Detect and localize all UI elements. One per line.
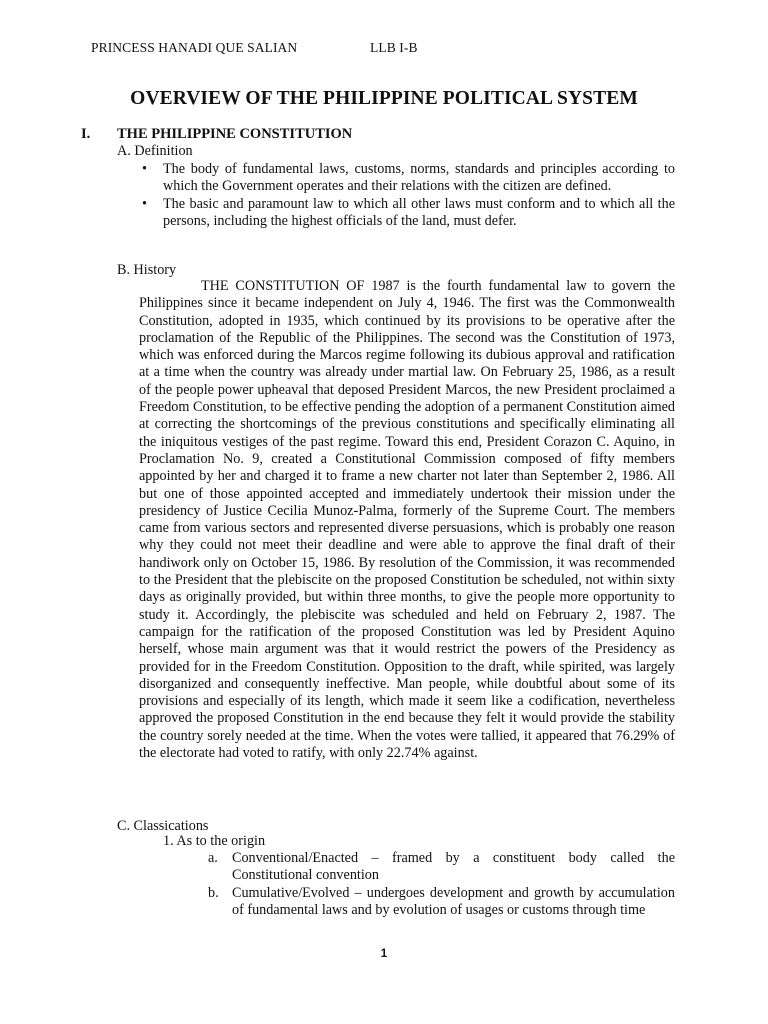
history-heading: B. History: [117, 262, 177, 278]
list-item: [208, 885, 675, 920]
section-numeral: I.: [81, 126, 91, 142]
definition-list: [139, 161, 675, 230]
definition-heading: A. Definition: [117, 143, 193, 159]
page-header: [91, 40, 418, 56]
list-item: [208, 850, 675, 885]
bullet-icon: •: [142, 195, 147, 212]
classifications-heading: C. Classications: [117, 818, 209, 834]
classification-origin: 1. As to the origin: [163, 833, 266, 849]
author-name: PRINCESS HANADI QUE SALIAN: [91, 40, 298, 55]
item-text: Cumulative/Evolved – undergoes development and growth by accumulation of fundamental laws and by evolution of usages or customs through time: [232, 884, 675, 918]
class-label: LLB I-B: [370, 40, 418, 55]
definition-text: The basic and paramount law to which all other laws must conform and to which all the persons, including the highest officials of the land, must defer.: [163, 195, 675, 229]
bullet-icon: •: [142, 161, 147, 177]
history-paragraph: THE CONSTITUTION OF 1987 is the fourth fundamental law to govern the Philippines since it became independent on July 4, 1946. The first was the Commonwealth Constitution, adopted in 1935, which continued by its provisions to be operative after the proclamation of the Republic of the Philippines. The second was the Constitution of 1973, which was enforced during the Marcos regime following its dubious approval and ratification at a time when the country was already under martial law. On February 25, 1986, as a result of the people power upheaval that deposed President Marcos, the new President proclaimed a Freedom Constitution, to be effective pending the adoption of a permanent Constitution aimed at correcting the shortcomings of the previous constitutions and specifically eliminating all the iniquitous vestiges of the past regime. Toward this end, President Corazon C. Aquino, in Proclamation No. 9, created a Constitutional Commission composed of fifty members appointed by her and charged it to frame a new charter not later than September 2, 1986. All but one of those appointed accepted and immediately undertook their mission under the presidency of Justice Cecilia Munoz-Palma, formerly of the Supreme Court. The members came from various sectors and represented diverse persuasions, which is probably one reason why they could not meet their deadline and were able to approve the final draft of their handiwork only on October 15, 1986. By resolution of the Commission, it was recommended to the President that the plebiscite on the proposed Constitution be scheduled, not within sixty days as originally provided, but within three months, to give the people more opportunity to study it. Accordingly, the plebiscite was scheduled and held on February 2, 1987. The campaign for the ratification of the proposed Constitution was led by President Aquino herself, whose main argument was that it would restrict the powers of the Presidency as provided for in the Freedom Constitution. Opposition to the draft, while spirited, was largely disorganized and consequently ineffective. Man people, while doubtful about some of its provisions and especially of its length, which made it seem like a codification, nevertheless approved the proposed Constitution in the end because they felt it would provide the stability the country sorely needed at the time. When the votes were tallied, it appeared that 76.29% of the electorate had voted to ratify, with only 22.74% against.: [139, 278, 675, 762]
list-item: [139, 196, 675, 231]
origin-list: [208, 850, 675, 919]
item-label: b.: [208, 884, 219, 901]
item-label: a.: [208, 850, 218, 866]
list-item: [139, 161, 675, 196]
item-text: Conventional/Enacted – framed by a constituent body called the Constitutional convention: [232, 850, 675, 884]
definition-text: The body of fundamental laws, customs, norms, standards and principles according to which the Government operates and their relations with the citizen are defined.: [163, 161, 675, 195]
page-number: 1: [380, 948, 388, 960]
section-title: THE PHILIPPINE CONSTITUTION: [117, 126, 353, 142]
document-title: OVERVIEW OF THE PHILIPPINE POLITICAL SYSTEM: [130, 88, 638, 109]
